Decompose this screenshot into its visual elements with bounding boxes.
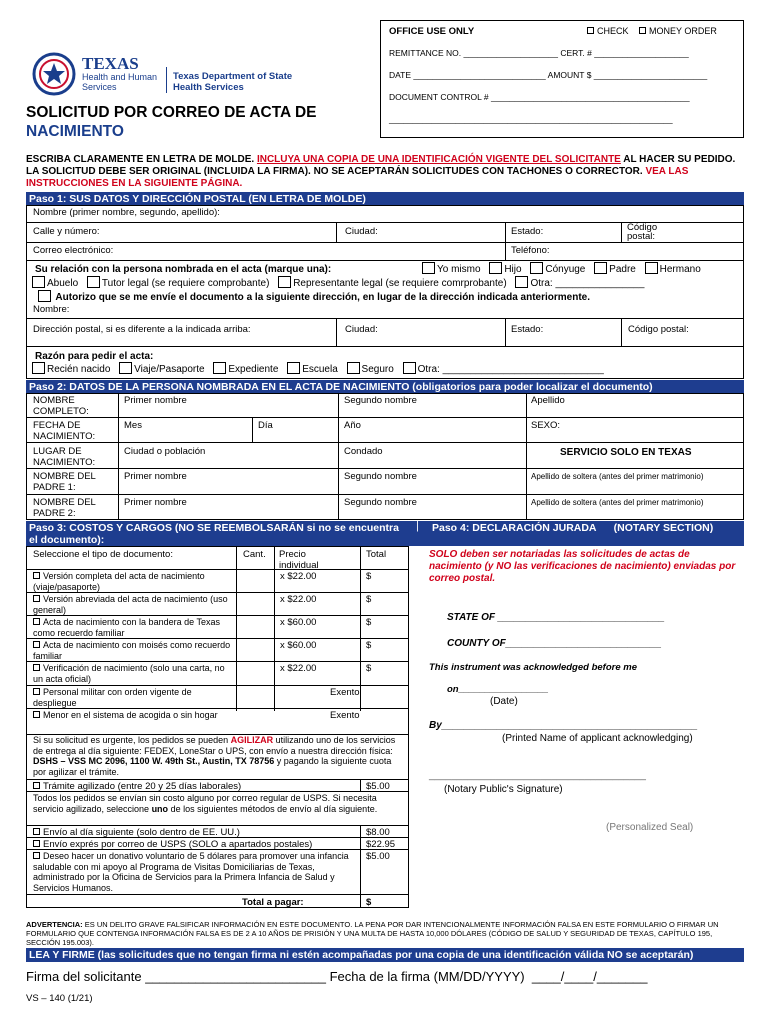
reason-row: Recién nacido Viaje/Pasaporte Expediente Escuela Seguro Otra: _____________________________ bbox=[26, 362, 604, 375]
col-total: Total bbox=[366, 549, 387, 560]
cost-row-label: Acta de nacimiento con moisés como recuerdo familiar bbox=[33, 640, 231, 661]
step4-header: Paso 4: DECLARACIÓN JURADA (NOTARY SECTION) bbox=[432, 522, 714, 534]
reason-label: Razón para pedir el acta: bbox=[35, 351, 154, 362]
state-label[interactable]: Estado: bbox=[511, 226, 544, 237]
parent1-maiden-field[interactable]: Apellido de soltera (antes del primer matrimonio) bbox=[531, 472, 704, 481]
express-checkbox[interactable] bbox=[33, 840, 40, 847]
applicant-name-label: Nombre (primer nombre, segundo, apellido): bbox=[33, 207, 220, 218]
money-order-checkbox[interactable] bbox=[639, 27, 646, 34]
col-price: Precio individual bbox=[279, 549, 319, 571]
printed-name-caption: (Printed Name of applicant acknowledging) bbox=[502, 733, 693, 744]
rel-grandparent-checkbox[interactable] bbox=[32, 276, 45, 288]
city-label[interactable]: Ciudad: bbox=[345, 226, 378, 237]
notary-note: SOLO deben ser notariadas las solicitudes de actas de nacimiento (y NO las verificaciones de nacimiento) enviadas por correo postal. bbox=[429, 549, 736, 584]
alt-city-label[interactable]: Ciudad: bbox=[345, 324, 378, 335]
donation-checkbox[interactable] bbox=[33, 852, 40, 859]
cost-row-label: Personal militar con orden vigente de despliegue bbox=[33, 687, 192, 708]
pob-label: LUGAR DE NACIMIENTO: bbox=[33, 446, 96, 468]
texas-seal-icon bbox=[32, 52, 76, 96]
reason-records-checkbox[interactable] bbox=[213, 362, 226, 374]
sex-field[interactable]: SEXO: bbox=[531, 420, 561, 431]
expedited-price: $5.00 bbox=[366, 781, 390, 792]
authorize-checkbox[interactable] bbox=[38, 290, 51, 302]
sign-bar: LEA Y FIRME (las solicitudes que no tengan firma ni estén acompañadas por una copia de una identificación válida NO se aceptarán) bbox=[26, 948, 744, 962]
notary-signature-line[interactable]: _______________________________________ bbox=[429, 770, 646, 781]
col-qty: Cant. bbox=[243, 549, 266, 560]
middle-name-field[interactable]: Segundo nombre bbox=[344, 395, 417, 406]
parent1-label: NOMBRE DEL PADRE 1: bbox=[33, 471, 96, 493]
dob-day-field[interactable]: Día bbox=[258, 420, 273, 431]
reason-other-checkbox[interactable] bbox=[403, 362, 416, 374]
money-order-label: MONEY ORDER bbox=[649, 26, 717, 36]
state-of-line[interactable]: STATE OF ______________________________ bbox=[447, 612, 665, 623]
texas-hhs-logo bbox=[32, 52, 76, 96]
form-title-line2: NACIMIENTO bbox=[26, 123, 124, 140]
rel-legal-rep-checkbox[interactable] bbox=[278, 276, 291, 288]
check-label: CHECK bbox=[597, 26, 629, 36]
logo-dshs-text: Texas Department of State Health Services bbox=[173, 71, 293, 93]
total-label: Total a pagar: bbox=[242, 897, 304, 908]
dob-year-field[interactable]: Año bbox=[344, 420, 361, 431]
full-name-label: NOMBRE COMPLETO: bbox=[33, 395, 89, 417]
logo-hhs-text: Health and Human Services bbox=[82, 72, 158, 92]
remittance-line[interactable]: REMITTANCE NO. ____________________ CERT. # ____________________ bbox=[389, 48, 689, 58]
county-of-line[interactable]: COUNTY OF____________________________ bbox=[447, 638, 662, 649]
relationship-row1: Yo mismo Hijo Cónyuge Padre Hermano bbox=[416, 262, 701, 275]
parent2-first-field[interactable]: Primer nombre bbox=[124, 497, 187, 508]
usps-note: Todos los pedidos se envían sin costo alguno por correo regular de USPS. Si necesita servicio agilizado, seleccione uno de los siguientes métodos de envío al día siguiente. bbox=[33, 793, 378, 814]
cost-row-price: x $60.00 bbox=[280, 640, 317, 651]
cost-row-price: x $60.00 bbox=[280, 617, 317, 628]
step1-header: Paso 1: SUS DATOS Y DIRECCIÓN POSTAL (EN LETRA DE MOLDE) bbox=[26, 192, 744, 206]
warning-text: ADVERTENCIA: ES UN DELITO GRAVE FALSIFICAR INFORMACIÓN EN ESTE DOCUMENTO. LA PENA POR DAR INTENCIONALMENTE INFORMACIÓN FALSA EN ESTE FORMULARIO O FIRMAR UN FORMULARIO QUE CONTENGA INFORMACIÓN FALSA ES DE 2 A 10 AÑOS DE PRISIÓN Y UNA MULTA DE HASTA 10,000 DÓLARES (CÓDIGO DE SALUD Y SEGURIDAD DE TEXAS, CAPÍTULO 195, SECCIÓN 195.003). bbox=[26, 920, 719, 947]
cost-row-total[interactable]: $ bbox=[366, 640, 372, 651]
dob-month-field[interactable]: Mes bbox=[124, 420, 142, 431]
office-use-box bbox=[380, 20, 744, 138]
cost-row-price: x $22.00 bbox=[280, 663, 317, 674]
cost-row-price: Exento bbox=[330, 687, 360, 698]
on-date-line[interactable]: on_________________ bbox=[447, 684, 549, 695]
applicant-signature-line[interactable]: Firma del solicitante _________________________ Fecha de la firma (MM/DD/YYYY) ____/____/_______ bbox=[26, 969, 648, 984]
expedited-row: Trámite agilizado (entre 20 y 25 días laborales) bbox=[33, 781, 241, 792]
check-checkbox[interactable] bbox=[587, 27, 594, 34]
date-amount-line[interactable]: DATE ____________________________ AMOUNT $ ________________________ bbox=[389, 70, 708, 80]
parent2-middle-field[interactable]: Segundo nombre bbox=[344, 497, 417, 508]
donation-row: Deseo hacer un donativo voluntario de 5 dólares para promover una infancia saludable con mi apoyo al Programa de Visitas Domiciliarias de Texas, administrado por la Oficina de Servicios para la Primera Infancia de Salud y Servicios Humanos. bbox=[33, 851, 349, 893]
last-name-field[interactable]: Apellido bbox=[531, 395, 565, 406]
reason-newborn-checkbox[interactable] bbox=[32, 362, 45, 374]
instructions: ESCRIBA CLARAMENTE EN LETRA DE MOLDE. INCLUYA UNA COPIA DE UNA IDENTIFICACIÓN VIGENTE DEL SOLICITANTE AL HACER SU PEDIDO. LA SOLICITUD DEBE SER ORIGINAL (INCLUIDA LA FIRMA). NO SE ACEPTARÁN SOLICITUDES CON TACHONES O CORRECTOR. VEA LAS INSTRUCCIONES EN LA SIGUIENTE PÁGINA. bbox=[26, 154, 736, 189]
mail-address-label[interactable]: Dirección postal, si es diferente a la indicada arriba: bbox=[33, 324, 251, 335]
texas-only-note: SERVICIO SOLO EN TEXAS bbox=[560, 447, 692, 458]
alt-name-label[interactable]: Nombre: bbox=[33, 304, 70, 315]
donation-price: $5.00 bbox=[366, 851, 390, 862]
cost-row-total[interactable]: $ bbox=[366, 571, 372, 582]
logo-texas-text: TEXAS bbox=[82, 54, 139, 73]
overnight-row: Envío al día siguiente (solo dentro de EE. UU.) bbox=[33, 827, 240, 838]
reason-school-checkbox[interactable] bbox=[287, 362, 300, 374]
rush-note: Si su solicitud es urgente, los pedidos se pueden AGILIZAR utilizando uno de los servicios de entrega al día siguiente: FEDEX, LoneStar o UPS, con envío a nuestra dirección física: DSHS – VSS MC 2096, 1100 W. 49th St., Austin, TX 78756 y pagando la siguiente cuota por agilizar el trámite. bbox=[33, 735, 396, 777]
rel-sibling-checkbox[interactable] bbox=[645, 262, 658, 274]
acknowledged-text: This instrument was acknowledged before me bbox=[429, 662, 637, 673]
cost-row-price: Exento bbox=[330, 710, 360, 721]
cost-row-price: x $22.00 bbox=[280, 571, 317, 582]
express-price: $22.95 bbox=[366, 839, 396, 850]
alt-zip-label[interactable]: Código postal: bbox=[628, 324, 689, 335]
rel-child-checkbox[interactable] bbox=[489, 262, 502, 274]
cost-row-checkbox[interactable] bbox=[33, 572, 40, 579]
notary-signature-caption: (Notary Public's Signature) bbox=[444, 784, 563, 795]
cost-row-total[interactable]: $ bbox=[366, 617, 372, 628]
document-control-line[interactable]: DOCUMENT CONTROL # __________________________________________ bbox=[389, 92, 690, 102]
cost-row-price: x $22.00 bbox=[280, 594, 317, 605]
rel-self-checkbox[interactable] bbox=[422, 262, 435, 274]
phone-label[interactable]: Teléfono: bbox=[511, 245, 550, 256]
dob-label: FECHA DE NACIMIENTO: bbox=[33, 420, 96, 442]
pob-county-field[interactable]: Condado bbox=[344, 446, 383, 457]
cost-row-label: Versión abreviada del acta de nacimiento (uso general) bbox=[33, 594, 228, 615]
rel-other-checkbox[interactable] bbox=[515, 276, 528, 288]
cost-row-total[interactable]: $ bbox=[366, 663, 372, 674]
parent1-middle-field[interactable]: Segundo nombre bbox=[344, 471, 417, 482]
parent2-label: NOMBRE DEL PADRE 2: bbox=[33, 497, 96, 519]
cost-row-checkbox[interactable] bbox=[33, 641, 40, 648]
parent2-maiden-field[interactable]: Apellido de soltera (antes del primer matrimonio) bbox=[531, 498, 704, 507]
street-label[interactable]: Calle y número: bbox=[33, 226, 100, 237]
overnight-checkbox[interactable] bbox=[33, 828, 40, 835]
by-line[interactable]: By______________________________________________ bbox=[429, 720, 698, 731]
expedited-checkbox[interactable] bbox=[33, 782, 40, 789]
total-value[interactable]: $ bbox=[366, 897, 372, 908]
step2-header: Paso 2: DATOS DE LA PERSONA NOMBRADA EN EL ACTA DE NACIMIENTO (obligatorios para poder localizar el documento) bbox=[26, 380, 744, 394]
cost-row-checkbox[interactable] bbox=[33, 711, 40, 718]
cost-row-checkbox[interactable] bbox=[33, 688, 40, 695]
cost-row-label: Menor en el sistema de acogida o sin hogar bbox=[33, 710, 233, 721]
first-name-field[interactable]: Primer nombre bbox=[124, 395, 187, 406]
office-blank-line[interactable]: ____________________________________________________________ bbox=[389, 114, 673, 124]
cost-row-checkbox[interactable] bbox=[33, 618, 40, 625]
cost-row-label: Versión completa del acta de nacimiento (viaje/pasaporte) bbox=[33, 571, 205, 592]
cost-row-label: Verificación de nacimiento (solo una carta, no un acta oficial) bbox=[33, 663, 225, 684]
relationship-label: Su relación con la persona nombrada en el acta (marque una): bbox=[35, 264, 332, 275]
cost-row-total[interactable]: $ bbox=[366, 594, 372, 605]
express-row: Envío exprés por correo de USPS (SOLO a apartados postales) bbox=[33, 839, 312, 850]
col-doc-type: Seleccione el tipo de documento: bbox=[33, 549, 173, 560]
pob-city-field[interactable]: Ciudad o población bbox=[124, 446, 206, 457]
seal-caption: (Personalized Seal) bbox=[606, 822, 694, 833]
reason-travel-checkbox[interactable] bbox=[119, 362, 132, 374]
overnight-price: $8.00 bbox=[366, 827, 390, 838]
email-label[interactable]: Correo electrónico: bbox=[33, 245, 114, 256]
rel-guardian-checkbox[interactable] bbox=[87, 276, 100, 288]
relationship-row2: Abuelo Tutor legal (se requiere comprobante) Representante legal (se requiere comrprobante) Otra: ________________ bbox=[26, 276, 644, 289]
authorize-row: Autorizo que se me envíe el documento a la siguiente dirección, en lugar de la dirección indicada anteriormente. bbox=[32, 290, 590, 303]
cost-row-checkbox[interactable] bbox=[33, 664, 40, 671]
zip-label[interactable]: Código postal: bbox=[627, 222, 658, 242]
cost-row-checkbox[interactable] bbox=[33, 595, 40, 602]
form-title: SOLICITUD POR CORREO DE ACTA DE bbox=[26, 104, 317, 121]
date-caption: (Date) bbox=[490, 696, 518, 707]
step3-header: Paso 3: COSTOS Y CARGOS (NO SE REEMBOLSARÁN si no se encuentra el documento): bbox=[29, 522, 399, 546]
rel-parent-checkbox[interactable] bbox=[594, 262, 607, 274]
office-use-title: OFFICE USE ONLY bbox=[389, 26, 475, 37]
alt-state-label[interactable]: Estado: bbox=[511, 324, 544, 335]
parent1-first-field[interactable]: Primer nombre bbox=[124, 471, 187, 482]
reason-insurance-checkbox[interactable] bbox=[347, 362, 360, 374]
cost-row-label: Acta de nacimiento con la bandera de Texas como recuerdo familiar bbox=[33, 617, 220, 638]
form-number: VS – 140 (1/21) bbox=[26, 993, 93, 1004]
rel-spouse-checkbox[interactable] bbox=[530, 262, 543, 274]
